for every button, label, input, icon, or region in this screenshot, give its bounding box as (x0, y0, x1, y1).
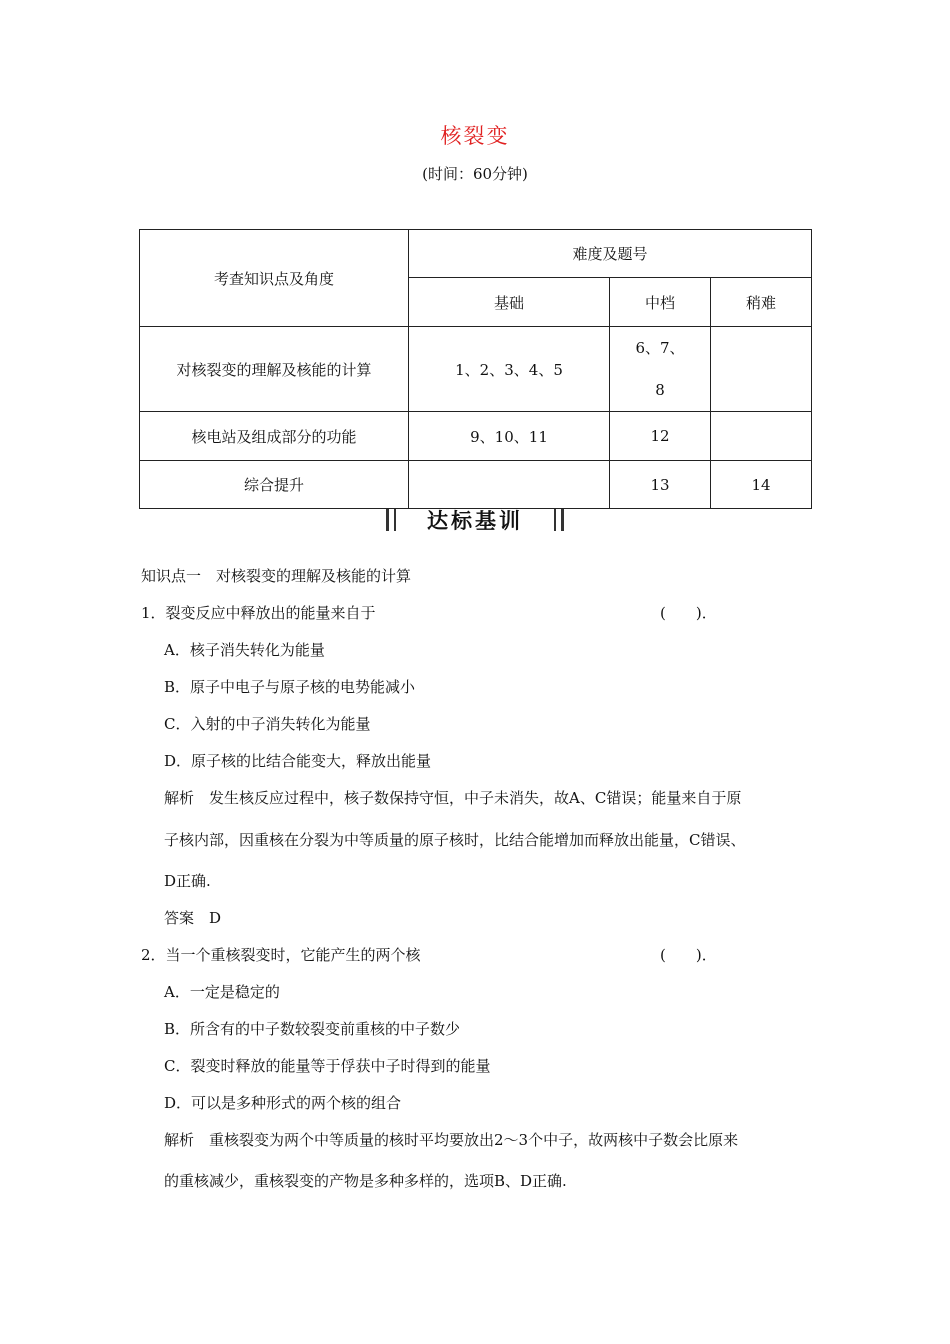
table-col-mid: 中档 (610, 278, 711, 327)
question-2-option-a: A．一定是稳定的 (164, 983, 280, 1001)
question-2-analysis-line: 的重核减少，重核裂变的产物是多种多样的，选项B、D正确. (164, 1172, 567, 1190)
table-col-basic: 基础 (409, 278, 610, 327)
table-header-topic: 考查知识点及角度 (140, 230, 409, 327)
section-title: 达标基训 (427, 509, 523, 533)
row-hard: 14 (711, 461, 812, 509)
table-row (140, 412, 812, 461)
time-limit: (时间：60分钟) (422, 165, 528, 183)
row-topic: 综合提升 (140, 461, 409, 509)
row-mid: 13 (610, 461, 711, 509)
row-hard (711, 412, 812, 461)
row-basic: 1、2、3、4、5 (409, 327, 610, 412)
question-2-option-d: D．可以是多种形式的两个核的组合 (164, 1094, 402, 1112)
question-2-analysis-line: 解析 重核裂变为两个中等质量的核时平均要放出2～3个中子，故两核中子数会比原来 (164, 1131, 739, 1149)
question-1-analysis-line: 子核内部，因重核在分裂为中等质量的原子核时，比结合能增加而释放出能量，C错误、 (164, 831, 746, 849)
section-banner (0, 505, 950, 539)
question-1-analysis-line: D正确. (164, 872, 211, 890)
knowledge-point-heading: 知识点一 对核裂变的理解及核能的计算 (141, 567, 412, 585)
question-1-stem: 1．裂变反应中释放出的能量来自于 (141, 604, 376, 622)
row-mid: 12 (610, 412, 711, 461)
banner-bar-right-thin (554, 509, 556, 531)
row-topic: 核电站及组成部分的功能 (140, 412, 409, 461)
table-row (140, 461, 812, 509)
question-2-option-c: C．裂变时释放的能量等于俘获中子时得到的能量 (164, 1057, 491, 1075)
table-header-difficulty: 难度及题号 (409, 230, 812, 278)
row-mid-line1: 6、7、 (635, 339, 685, 357)
table-col-hard: 稍难 (711, 278, 812, 327)
banner-bar-left (386, 509, 389, 531)
row-basic: 9、10、11 (409, 412, 610, 461)
row-mid-line2: 8 (655, 381, 665, 399)
row-hard (711, 327, 812, 412)
question-1-analysis-line: 解析 发生核反应过程中，核子数保持守恒，中子未消失，故A、C错误；能量来自于原 (164, 789, 742, 807)
question-1-answer-blank: ( )． (660, 604, 717, 622)
question-1-option-a: A．核子消失转化为能量 (164, 641, 325, 659)
question-2-stem: 2．当一个重核裂变时，它能产生的两个核 (141, 946, 421, 964)
question-1-option-b: B．原子中电子与原子核的电势能减小 (164, 678, 416, 696)
question-2-answer-blank: ( )． (660, 946, 717, 964)
question-1-answer: 答案 D (164, 909, 222, 927)
row-basic (409, 461, 610, 509)
difficulty-table (139, 229, 812, 509)
table-row (140, 327, 812, 412)
banner-bar-left-thin (394, 509, 396, 531)
question-1-option-c: C．入射的中子消失转化为能量 (164, 715, 371, 733)
row-topic: 对核裂变的理解及核能的计算 (140, 327, 409, 412)
question-1-option-d: D．原子核的比结合能变大，释放出能量 (164, 752, 432, 770)
row-mid (610, 327, 711, 412)
question-2-option-b: B．所含有的中子数较裂变前重核的中子数少 (164, 1020, 461, 1038)
banner-bar-right (561, 509, 564, 531)
document-title: 核裂变 (440, 124, 510, 148)
